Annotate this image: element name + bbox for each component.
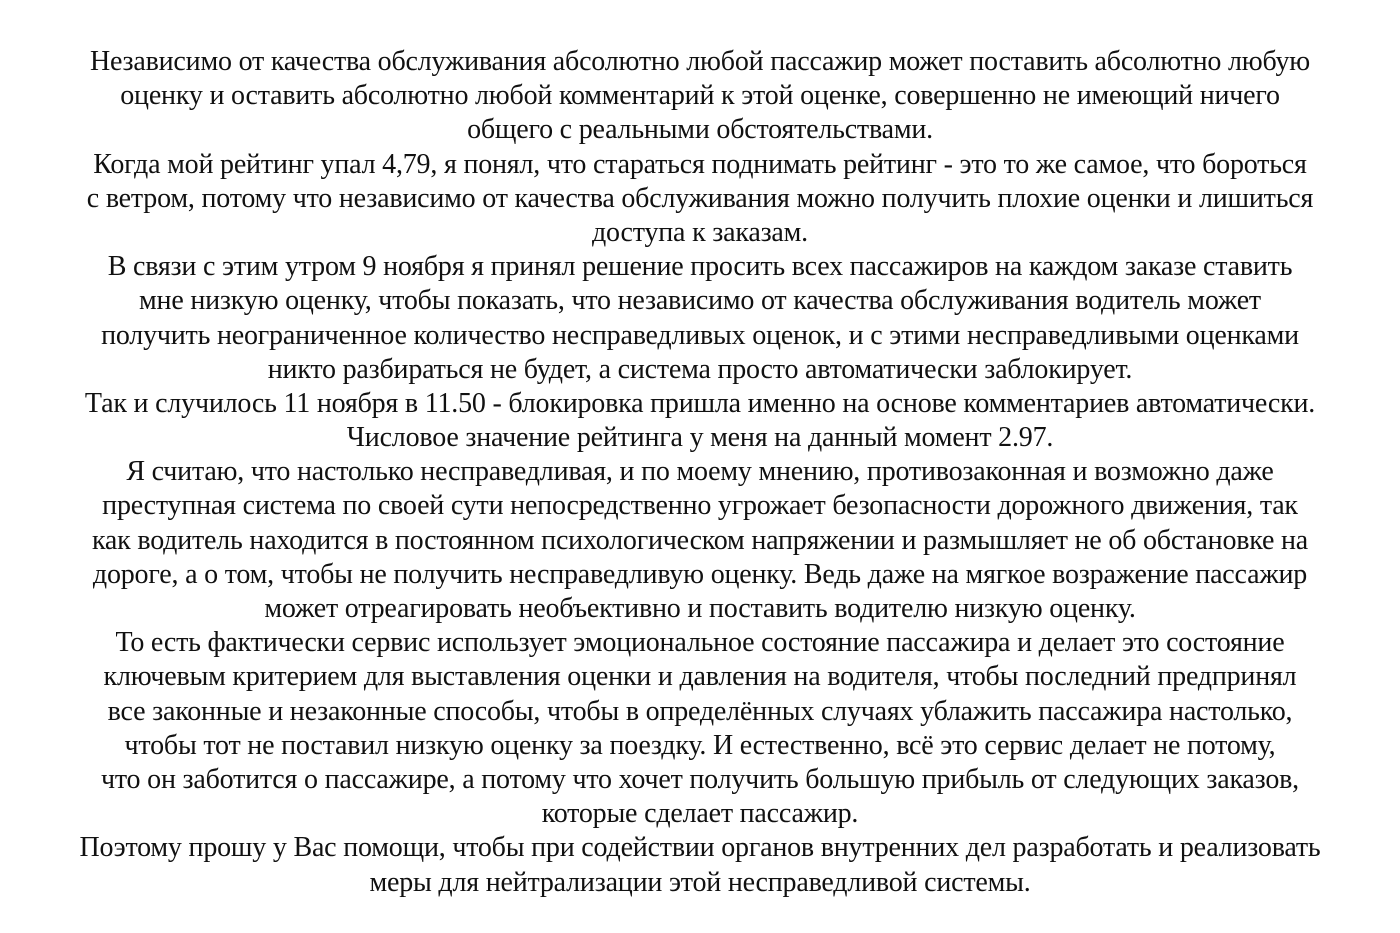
text-line-16: дороге, а о том, чтобы не получить несправедливую оценку. Ведь даже на мягкое возражение пассажир [92, 558, 1308, 590]
text-line-9: получить неограниченное количество несправедливых оценок, и с этими несправедливыми оценками [101, 319, 1299, 351]
text-line-14: преступная система по своей сути непосредственно угрожает безопасности дорожного движения, так [102, 490, 1298, 522]
text-line-18: То есть фактически сервис использует эмоциональное состояние пассажира и делает это состояние [115, 627, 1285, 659]
text-line-11: Так и случилось 11 ноября в 11.50 - блокировка пришла именно на основе комментариев автоматически. [84, 387, 1316, 419]
text-line-1: Независимо от качества обслуживания абсолютно любой пассажир может поставить абсолютно любую [89, 46, 1311, 77]
text-line-3: общего с реальными обстоятельствами. [467, 114, 933, 146]
text-line-4: Когда мой рейтинг упал 4,79, я понял, что стараться поднимать рейтинг - это то же самое, что бороться [93, 148, 1307, 180]
text-line-7: В связи с этим утром 9 ноября я принял решение просить всех пассажиров на каждом заказе ставить [107, 251, 1293, 283]
text-line-19: ключевым критерием для выставления оценки и давления на водителя, чтобы последний предпринял [103, 661, 1297, 693]
text-line-12: Числовое значение рейтинга у меня на данный момент 2.97. [346, 422, 1054, 454]
document-body [20, 45, 1380, 900]
text-line-21: чтобы тот не поставил низкую оценку за поездку. И естественно, всё это сервис делает не потому, [124, 729, 1276, 761]
text-line-2: оценку и оставить абсолютно любой комментарий к этой оценке, совершенно не имеющий ничего [120, 80, 1280, 112]
text-line-15: как водитель находится в постоянном психологическом напряжении и размышляет не об обстановке на [91, 524, 1309, 556]
text-line-5: с ветром, потому что независимо от качества обслуживания можно получить плохие оценки и лишиться [86, 182, 1314, 214]
text-line-24: Поэтому прошу у Вас помощи, чтобы при содействии органов внутренних дел разработать и реализовать [79, 832, 1321, 864]
text-line-25: меры для нейтрализации этой несправедливой системы. [369, 866, 1031, 898]
text-line-13: Я считаю, что настолько несправедливая, и по моему мнению, противозаконная и возможно даже [126, 456, 1274, 488]
text-line-8: мне низкую оценку, чтобы показать, что независимо от качества обслуживания водитель может [139, 285, 1261, 317]
text-line-10: никто разбираться не будет, а система просто автоматически заблокирует. [267, 353, 1133, 385]
text-line-23: которые сделает пассажир. [541, 798, 859, 830]
text-line-6: доступа к заказам. [592, 216, 808, 248]
text-line-17: может отреагировать необъективно и поставить водителю низкую оценку. [264, 593, 1136, 624]
text-line-22: что он заботится о пассажире, а потому что хочет получить большую прибыль от следующих заказов, [101, 763, 1299, 795]
text-line-20: все законные и незаконные способы, чтобы в определённых случаях ублажить пассажира настолько, [107, 695, 1293, 727]
